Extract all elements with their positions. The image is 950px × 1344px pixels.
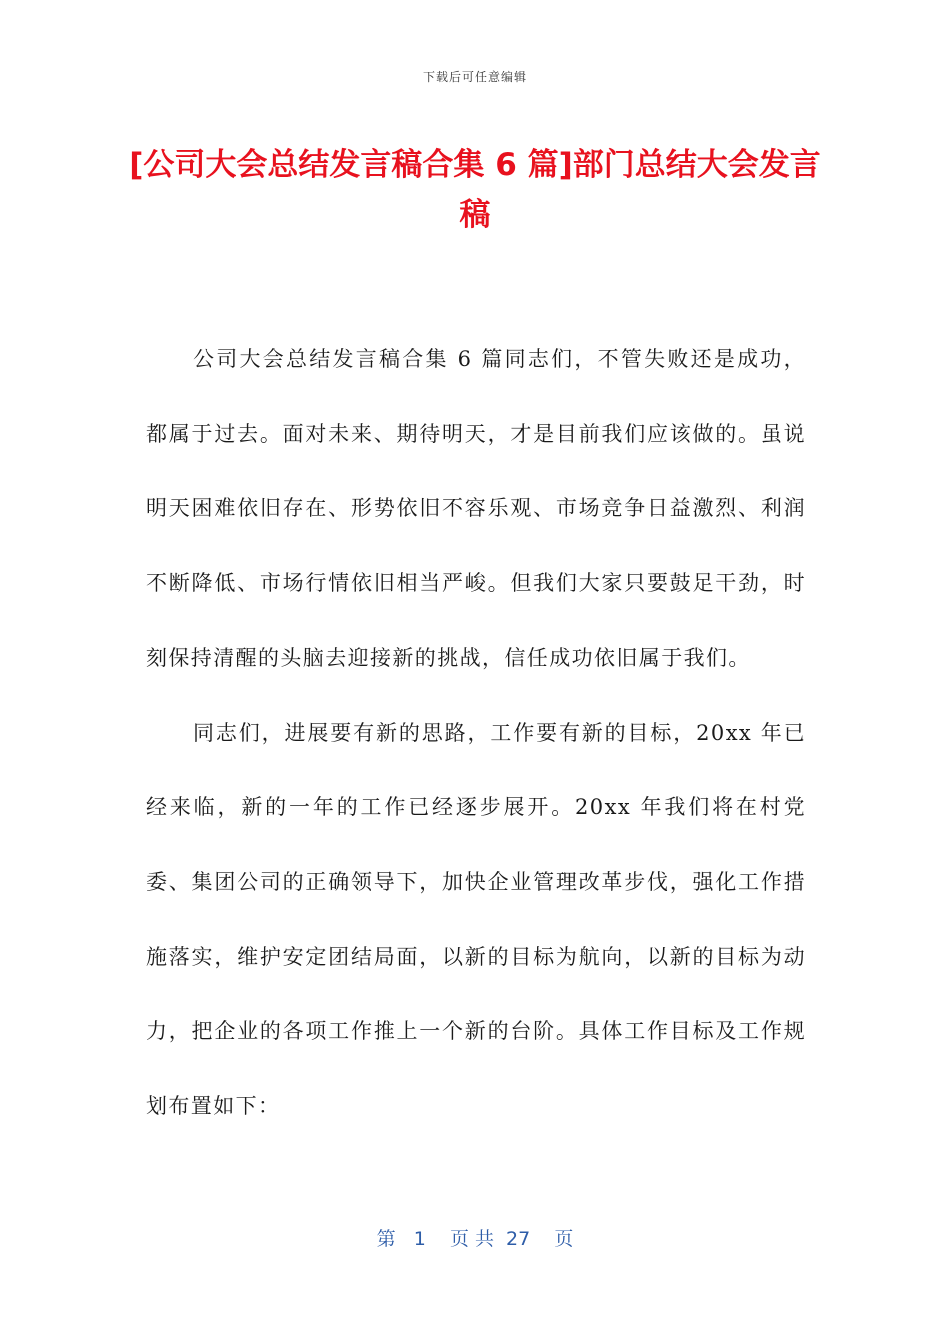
document-title: [公司大会总结发言稿合集 6 篇]部门总结大会发言稿 (129, 147, 821, 233)
document-body (146, 322, 806, 1144)
page-header-note: 下载后可任意编辑 (422, 70, 527, 84)
page-number-footer: 第 1 页 共 27 页 (376, 1228, 574, 1250)
paragraph-2: 同志们，进展要有新的思路，工作要有新的目标，20xx 年已经来临，新的一年的工作已经逐步展开。20xx 年我们将在村党委、集团公司的正确领导下，加快企业管理改革步伐，强化工作措施落实，维护安定团结局面，以新的目标为航向，以新的目标为动力，把企业的各项工作推上一个新的台阶。具体工作目标及工作规划布置如下： (146, 720, 806, 1119)
paragraph-1: 公司大会总结发言稿合集 6 篇同志们，不管失败还是成功，都属于过去。面对未来、期待明天，才是目前我们应该做的。虽说明天困难依旧存在、形势依旧不容乐观、市场竞争日益激烈、利润不断降低、市场行情依旧相当严峻。但我们大家只要鼓足干劲，时刻保持清醒的头脑去迎接新的挑战，信任成功依旧属于我们。 (146, 347, 806, 670)
